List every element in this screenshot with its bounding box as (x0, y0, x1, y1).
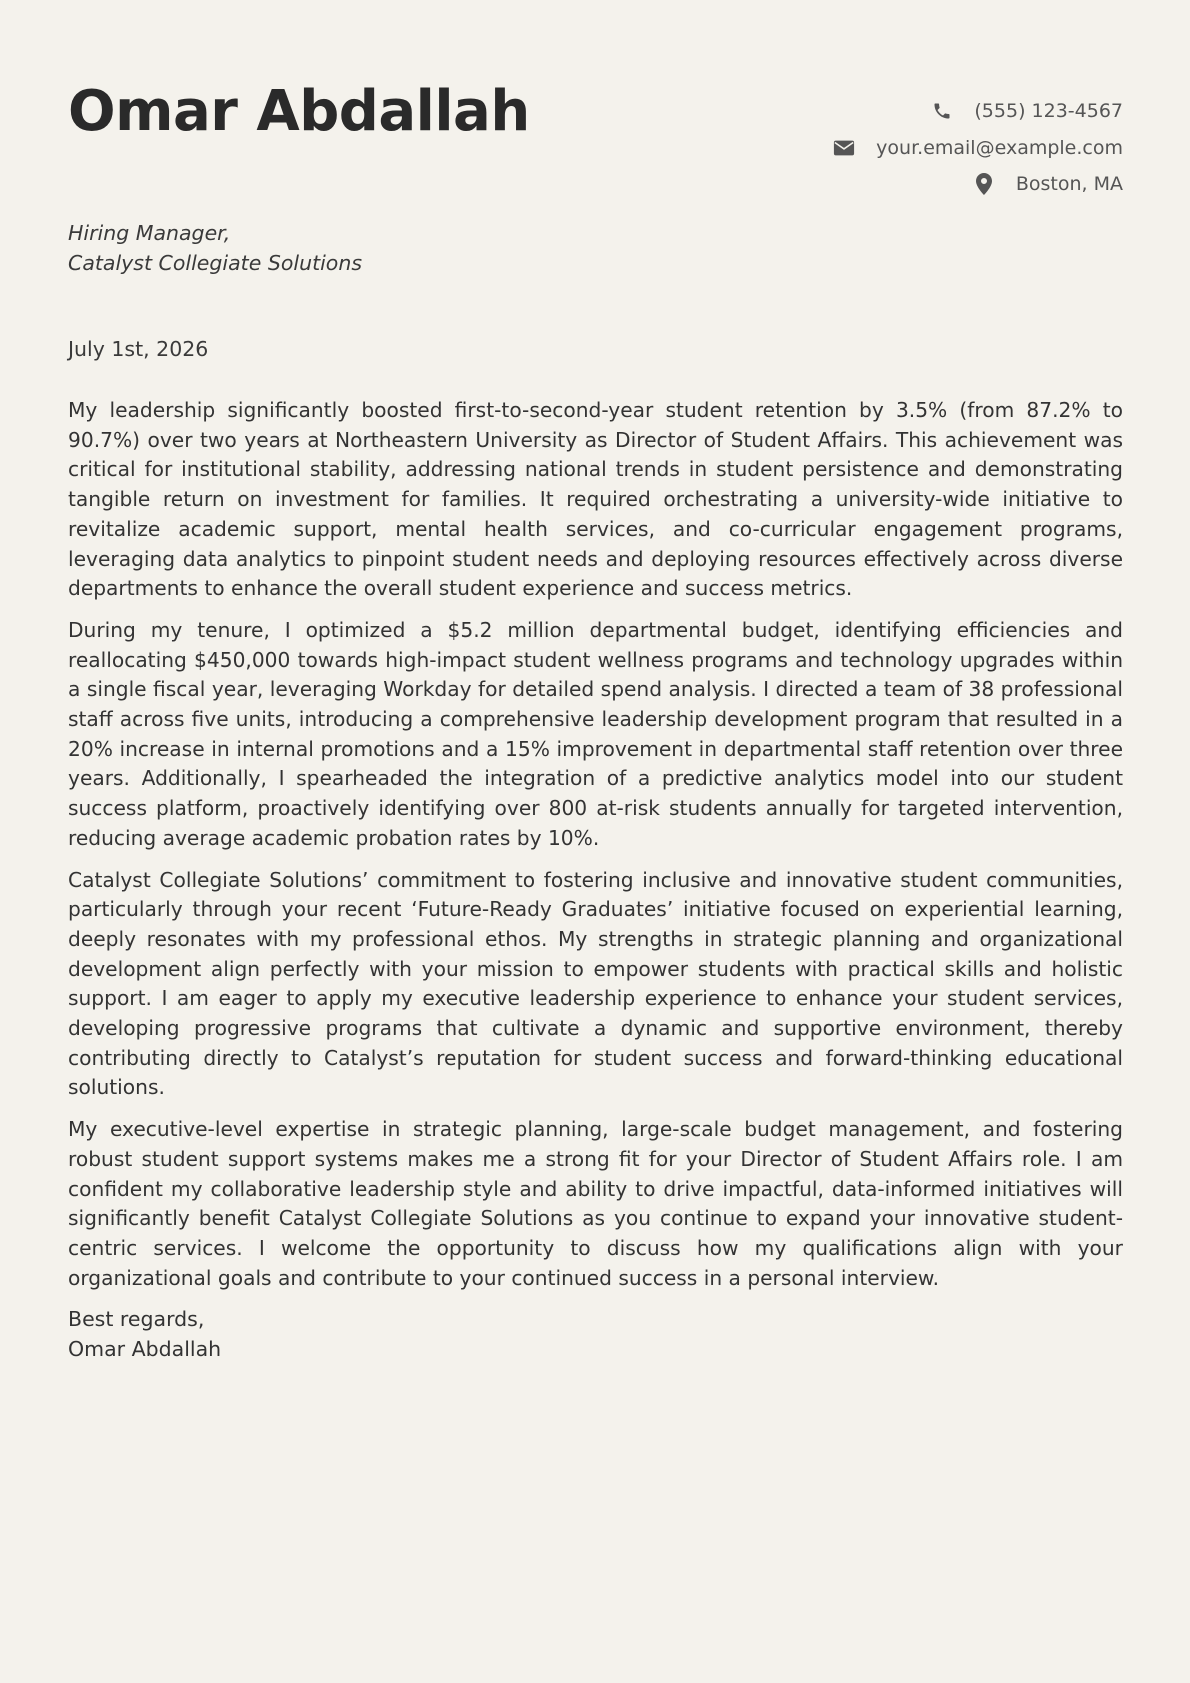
letter-header (68, 0, 1123, 200)
map-marker-icon (972, 172, 996, 196)
paragraph-4: My executive-level expertise in strategic planning, large-scale budget management, and fostering robust student support systems makes me a strong fit for your Director of Student Affairs role. I am confident my collaborative leadership style and ability to drive impactful, data-informed initiatives will significantly benefit Catalyst Collegiate Solutions as you continue to expand your innovative student-centric services. I welcome the opportunity to discuss how my qualifications align with your organizational goals and contribute to your continued success in a personal interview. (68, 1117, 1123, 1290)
paragraph-2: During my tenure, I optimized a $5.2 million departmental budget, identifying efficiencies and reallocating $450,000 towards high-impact student wellness programs and technology upgrades within a single fiscal year, leveraging Workday for detailed spend analysis. I directed a team of 38 professional staff across five units, introducing a comprehensive leadership development program that resulted in a 20% increase in internal promotions and a 15% improvement in departmental staff retention over three years. Additionally, I spearheaded the integration of a predictive analytics model into our student success platform, proactively identifying over 800 at-risk students annually for targeted intervention, reducing average academic probation rates by 10%. (68, 617, 1123, 850)
envelope-icon (832, 136, 856, 160)
recipient-block (68, 218, 362, 278)
letter-body (68, 396, 1123, 1365)
phone-icon (930, 99, 954, 123)
contact-location (832, 166, 1123, 203)
contact-info (832, 93, 1123, 203)
cover-letter-page (68, 0, 1123, 1683)
phone-text: (555) 123-4567 (974, 100, 1123, 123)
contact-email (832, 130, 1123, 167)
applicant-name: Omar Abdallah (68, 79, 530, 144)
contact-phone (832, 93, 1123, 130)
closing-salutation: Best regards, (68, 1307, 205, 1332)
recipient-line-2: Catalyst Collegiate Solutions (68, 251, 363, 275)
paragraph-3: Catalyst Collegiate Solutions’ commitment to fostering inclusive and innovative student communities, particularly through your recent ‘Future-Ready Graduates’ initiative focused on experiential learning, deeply resonates with my professional ethos. My strengths in strategic planning and organizational development align perfectly with your mission to empower students with practical skills and holistic support. I am eager to apply my executive leadership experience to enhance your student services, developing progressive programs that cultivate a dynamic and supportive environment, thereby contributing directly to Catalyst’s reputation for student success and forward-thinking educational solutions. (68, 867, 1123, 1100)
paragraph-1: My leadership significantly boosted first-to-second-year student retention by 3.5% (from 87.2% to 90.7%) over two years at Northeastern University as Director of Student Affairs. This achievement was critical for institutional stability, addressing national trends in student persistence and demonstrating tangible return on investment for families. It required orchestrating a university-wide initiative to revitalize academic support, mental health services, and co-curricular engagement programs, leveraging data analytics to pinpoint student needs and deploying resources effectively across diverse departments to enhance the overall student experience and success metrics. (68, 398, 1123, 601)
recipient-line-1: Hiring Manager, (68, 221, 231, 245)
email-text: your.email@example.com (876, 136, 1123, 159)
closing-block (68, 1305, 1123, 1364)
closing-signature: Omar Abdallah (68, 1337, 222, 1362)
location-text: Boston, MA (1015, 173, 1123, 196)
letter-date: July 1st, 2026 (68, 337, 209, 361)
